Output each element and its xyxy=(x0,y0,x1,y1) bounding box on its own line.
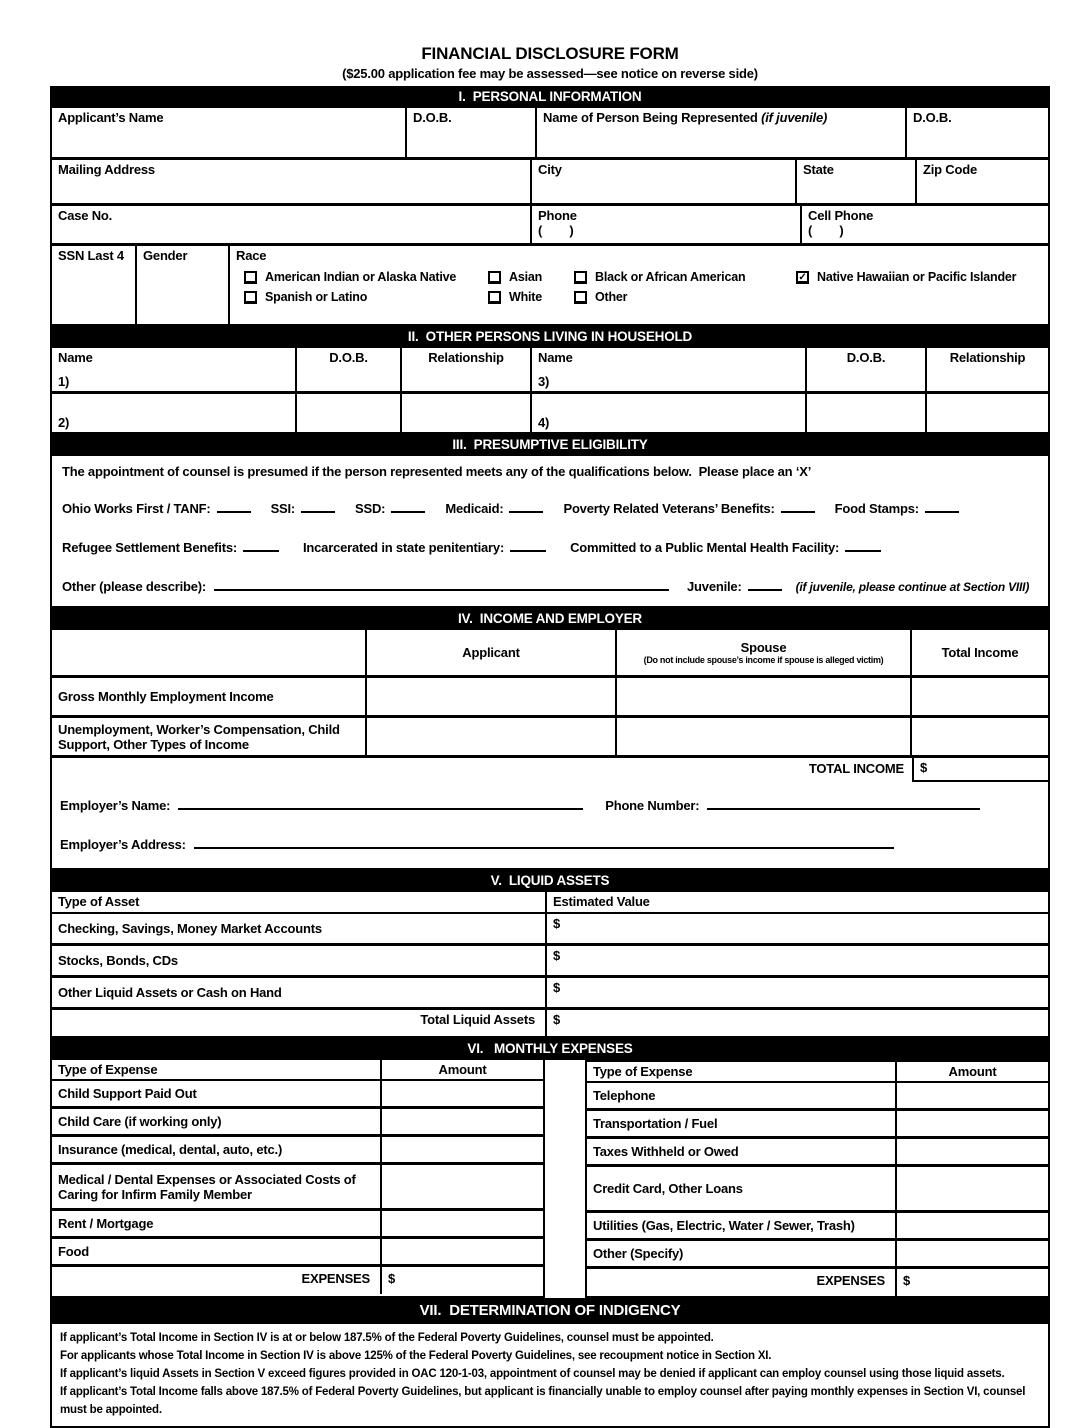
household-rel-2-cell[interactable] xyxy=(402,394,532,432)
applicant-column-label: Applicant xyxy=(462,645,520,660)
expense-utilities-label-cell xyxy=(587,1213,897,1238)
expense-label: Utilities (Gas, Electric, Water / Sewer, Trash) xyxy=(593,1218,855,1233)
household-dob-1-cell[interactable] xyxy=(297,348,402,391)
gross-income-applicant-cell[interactable] xyxy=(367,678,617,715)
race-checkbox-other[interactable] xyxy=(574,291,587,304)
asset-value-header-cell xyxy=(547,892,1048,912)
total-income-row xyxy=(52,758,1048,782)
expenses-left-table xyxy=(50,1060,545,1298)
gender-label: Gender xyxy=(143,248,188,263)
expense-label: Food xyxy=(58,1244,89,1259)
ssn-last4-label: SSN Last 4 xyxy=(58,248,124,263)
expense-row xyxy=(587,1241,1048,1269)
expense-utilities-amount-cell[interactable] xyxy=(897,1213,1048,1238)
expenses-tables xyxy=(50,1060,1050,1298)
juvenile-label: Juvenile: xyxy=(687,579,742,594)
dollar-sign: $ xyxy=(553,1012,561,1027)
indigency-line-2: For applicants whose Total Income in Section IV is above 125% of the Federal Poverty Guidelines, see recoupment notice in Section XI. xyxy=(60,1350,772,1362)
applicant-name-cell[interactable] xyxy=(52,108,407,157)
medicaid-label: Medicaid: xyxy=(445,501,504,516)
dollar-sign: $ xyxy=(553,980,561,995)
income-blank-header-cell xyxy=(52,630,367,675)
ssn-last4-cell[interactable] xyxy=(52,246,137,324)
race-checkbox-american-indian[interactable] xyxy=(244,271,257,284)
household-name-header: Name xyxy=(58,350,93,365)
expense-credit-card-amount-cell[interactable] xyxy=(897,1167,1048,1210)
asset-stocks-label: Stocks, Bonds, CDs xyxy=(58,953,178,968)
expense-label: Rent / Mortgage xyxy=(58,1216,154,1231)
mailing-address-cell[interactable] xyxy=(52,160,532,203)
other-income-label: Unemployment, Worker’s Compensation, Child Support, Other Types of Income xyxy=(58,721,340,752)
expense-label: Taxes Withheld or Owed xyxy=(593,1144,739,1159)
section-4-header: IV. INCOME AND EMPLOYER xyxy=(50,608,1050,630)
ssd-label: SSD: xyxy=(355,501,386,516)
expenses-total-value-cell[interactable] xyxy=(897,1269,1048,1296)
total-liquid-assets-value-cell[interactable] xyxy=(547,1010,1048,1036)
expense-food-label-cell xyxy=(52,1239,382,1264)
expense-food-amount-cell[interactable] xyxy=(382,1239,543,1264)
expense-transportation-amount-cell[interactable] xyxy=(897,1111,1048,1136)
other-income-total-cell[interactable] xyxy=(912,718,1048,755)
incarcerated-label: Incarcerated in state penitentiary: xyxy=(303,540,505,555)
expense-label: Child Care (if working only) xyxy=(58,1114,222,1129)
expense-type-header: Type of Expense xyxy=(593,1064,693,1079)
asset-other-label: Other Liquid Assets or Cash on Hand xyxy=(58,985,282,1000)
race-option-label: White xyxy=(509,290,543,304)
city-label: City xyxy=(538,162,562,177)
expense-amount-header: Amount xyxy=(438,1062,487,1077)
expense-row xyxy=(52,1081,543,1109)
ssi-blank[interactable] xyxy=(301,499,335,513)
total-liquid-assets-label: Total Liquid Assets xyxy=(420,1012,535,1027)
cell-phone-cell[interactable] xyxy=(802,206,1048,243)
expenses-right-header xyxy=(587,1062,1048,1083)
expense-row xyxy=(587,1213,1048,1241)
expenses-total-value-cell[interactable] xyxy=(382,1267,543,1294)
race-option-other[interactable] xyxy=(574,290,627,304)
asset-other-label-cell xyxy=(52,978,547,1007)
mental-health-blank[interactable] xyxy=(845,538,881,552)
expense-insurance-label-cell xyxy=(52,1137,382,1162)
zip-cell[interactable] xyxy=(917,160,1048,203)
form-title: FINANCIAL DISCLOSURE FORM xyxy=(421,44,679,63)
expense-label: Child Support Paid Out xyxy=(58,1086,197,1101)
employer-address-blank[interactable] xyxy=(194,835,894,849)
expense-row xyxy=(52,1239,543,1267)
income-header-row xyxy=(52,630,1048,678)
race-option-american-indian[interactable] xyxy=(244,270,456,284)
expense-taxes-label-cell xyxy=(587,1139,897,1164)
other-income-spouse-cell[interactable] xyxy=(617,718,912,755)
phone-cell[interactable] xyxy=(532,206,802,243)
expense-row xyxy=(587,1083,1048,1111)
total-liquid-assets-label-cell xyxy=(52,1010,547,1036)
expense-other-label-cell xyxy=(587,1241,897,1266)
other-income-applicant-cell[interactable] xyxy=(367,718,617,755)
race-label: Race xyxy=(236,248,267,263)
race-option-label: Spanish or Latino xyxy=(265,290,368,304)
expense-row xyxy=(587,1139,1048,1167)
expenses-total-label: EXPENSES xyxy=(301,1271,370,1286)
state-label: State xyxy=(803,162,834,177)
employer-name-label: Employer’s Name: xyxy=(60,798,171,813)
income-total-header-cell xyxy=(912,630,1048,675)
mailing-address-label: Mailing Address xyxy=(58,162,155,177)
zip-label: Zip Code xyxy=(923,162,978,177)
asset-row-checking xyxy=(52,914,1048,946)
expenses-total-label: EXPENSES xyxy=(816,1273,885,1288)
phone-label: Phone xyxy=(538,208,577,223)
expense-insurance-amount-cell[interactable] xyxy=(382,1137,543,1162)
income-spouse-header-cell xyxy=(617,630,912,675)
gross-income-label-cell xyxy=(52,678,367,715)
expense-amount-header-cell xyxy=(382,1060,543,1079)
asset-row-stocks xyxy=(52,946,1048,978)
personal-row-1 xyxy=(52,108,1048,160)
expenses-total-label-cell xyxy=(587,1269,897,1296)
represented-dob-cell[interactable] xyxy=(907,108,1048,157)
expense-telephone-amount-cell[interactable] xyxy=(897,1083,1048,1108)
expense-type-header-cell xyxy=(52,1060,382,1079)
veterans-benefits-blank[interactable] xyxy=(781,499,815,513)
spouse-column-note: (Do not include spouse’s income if spouse is alleged victim) xyxy=(643,655,884,665)
household-relationship-header: Relationship xyxy=(428,350,504,365)
expenses-total-row xyxy=(587,1269,1048,1296)
household-dob-2-cell[interactable] xyxy=(297,394,402,432)
household-row-1 xyxy=(52,348,1048,394)
income-applicant-header-cell xyxy=(367,630,617,675)
expense-transportation-label-cell xyxy=(587,1111,897,1136)
total-income-column-label: Total Income xyxy=(941,645,1019,660)
race-option-label: Other xyxy=(595,290,628,304)
section-3-box xyxy=(50,456,1050,608)
asset-total-row xyxy=(52,1010,1048,1036)
expense-label: Medical / Dental Expenses or Associated Costs of Caring for Infirm Family Member xyxy=(58,1171,356,1202)
total-income-value-cell[interactable]: $ xyxy=(912,758,1048,782)
employer-name-blank[interactable] xyxy=(178,796,583,810)
cell-phone-label: Cell Phone xyxy=(808,208,874,223)
household-dob-header: D.O.B. xyxy=(846,350,886,365)
applicant-name-label: Applicant’s Name xyxy=(58,110,164,125)
indigency-line-4: If applicant’s Total Income falls above 187.5% of Federal Poverty Guidelines, but applicant is financially unable to employ counsel after paying monthly expenses in Section VI, counsel must be appointed. xyxy=(60,1386,1026,1416)
section-5-box xyxy=(50,892,1050,1038)
expense-type-header-cell xyxy=(587,1062,897,1081)
household-rel-4-cell[interactable] xyxy=(927,394,1048,432)
section-7-header: VII. DETERMINATION OF INDIGENCY xyxy=(50,1298,1050,1324)
juvenile-blank[interactable] xyxy=(748,577,782,591)
cell-phone-parens: ( ) xyxy=(808,223,844,238)
ssi-label: SSI: xyxy=(270,501,296,516)
tanf-label: Ohio Works First / TANF: xyxy=(62,501,211,516)
employer-address-line xyxy=(52,835,1048,852)
household-row-2 xyxy=(52,394,1048,432)
expense-row xyxy=(587,1111,1048,1139)
race-cell xyxy=(230,246,1048,324)
expense-label: Other (Specify) xyxy=(593,1246,684,1261)
dollar-sign: $ xyxy=(553,916,561,931)
race-option-black[interactable] xyxy=(574,270,745,284)
household-number-2: 2) xyxy=(58,415,70,430)
expense-telephone-label-cell xyxy=(587,1083,897,1108)
ssd-blank[interactable] xyxy=(391,499,425,513)
refugee-label: Refugee Settlement Benefits: xyxy=(62,540,237,555)
city-cell[interactable] xyxy=(532,160,797,203)
form-subtitle: ($25.00 application fee may be assessed—see notice on reverse side) xyxy=(342,66,758,81)
represented-dob-label: D.O.B. xyxy=(913,110,952,125)
expenses-total-row xyxy=(52,1267,543,1294)
expense-row xyxy=(587,1167,1048,1213)
other-describe-label: Other (please describe): xyxy=(62,579,207,594)
indigency-line-1: If applicant’s Total Income in Section IV is at or below 187.5% of the Federal Poverty Guidelines, counsel must be appointed. xyxy=(60,1332,714,1344)
phone-parens: ( ) xyxy=(538,223,574,238)
expenses-right-table xyxy=(585,1060,1050,1298)
dollar-sign: $ xyxy=(388,1271,396,1286)
personal-row-3 xyxy=(52,206,1048,246)
gross-income-spouse-cell[interactable] xyxy=(617,678,912,715)
asset-row-other xyxy=(52,978,1048,1010)
expense-child-support-label-cell xyxy=(52,1081,382,1106)
section-7-box xyxy=(50,1324,1050,1428)
household-number-4: 4) xyxy=(538,415,550,430)
race-checkbox-asian[interactable] xyxy=(488,271,501,284)
asset-type-header-cell xyxy=(52,892,547,912)
eligibility-line-3 xyxy=(62,577,1038,594)
household-name-3-cell[interactable] xyxy=(532,348,807,391)
asset-stocks-value-cell[interactable] xyxy=(547,946,1048,975)
expense-rent-label-cell xyxy=(52,1211,382,1236)
race-option-native-hawaiian[interactable] xyxy=(796,270,1016,284)
expense-amount-header-cell xyxy=(897,1062,1048,1081)
financial-disclosure-form xyxy=(50,0,1050,1428)
other-describe-blank[interactable] xyxy=(214,577,669,591)
eligibility-line-2 xyxy=(62,538,1038,555)
eligibility-line-1 xyxy=(62,499,1038,516)
mental-health-label: Committed to a Public Mental Health Facility: xyxy=(570,540,840,555)
gender-cell[interactable] xyxy=(137,246,230,324)
race-option-asian[interactable] xyxy=(488,270,542,284)
race-checkbox-spanish-latino[interactable] xyxy=(244,291,257,304)
personal-row-2 xyxy=(52,160,1048,206)
asset-type-header: Type of Asset xyxy=(58,894,140,909)
represented-name-cell[interactable] xyxy=(537,108,907,157)
eligibility-intro: The appointment of counsel is presumed if the person represented meets any of the qualifications below. Please place an ‘X’ xyxy=(62,464,812,479)
dollar-sign: $ xyxy=(553,948,561,963)
race-option-label: American Indian or Alaska Native xyxy=(265,270,457,284)
race-option-label: Black or African American xyxy=(595,270,746,284)
household-name-2-cell[interactable] xyxy=(52,394,297,432)
race-checkbox-native-hawaiian[interactable]: ✓ xyxy=(796,271,809,284)
case-no-cell[interactable] xyxy=(52,206,532,243)
section-2-header: II. OTHER PERSONS LIVING IN HOUSEHOLD xyxy=(50,326,1050,348)
asset-checking-value-cell[interactable] xyxy=(547,914,1048,943)
phone-number-label: Phone Number: xyxy=(605,798,700,813)
expense-row xyxy=(52,1137,543,1165)
asset-stocks-label-cell xyxy=(52,946,547,975)
household-number-3: 3) xyxy=(538,374,550,389)
household-relationship-header: Relationship xyxy=(949,350,1026,365)
represented-name-note: (if juvenile) xyxy=(761,110,828,125)
food-stamps-blank[interactable] xyxy=(925,499,959,513)
household-name-header: Name xyxy=(538,350,573,365)
expense-label: Transportation / Fuel xyxy=(593,1116,718,1131)
household-name-4-cell[interactable] xyxy=(532,394,807,432)
dollar-sign: $ xyxy=(903,1273,911,1288)
race-checkbox-white[interactable] xyxy=(488,291,501,304)
expense-row xyxy=(52,1165,543,1211)
section-4-box xyxy=(50,630,1050,870)
state-cell[interactable] xyxy=(797,160,917,203)
gross-income-label: Gross Monthly Employment Income xyxy=(58,689,274,704)
employer-name-line xyxy=(52,796,1048,813)
expense-child-care-amount-cell[interactable] xyxy=(382,1109,543,1134)
expense-row xyxy=(52,1109,543,1137)
expense-row xyxy=(52,1211,543,1239)
employer-address-label: Employer’s Address: xyxy=(60,837,186,852)
section-5-header: V. LIQUID ASSETS xyxy=(50,870,1050,892)
race-option-label: Asian xyxy=(509,270,543,284)
expense-child-care-label-cell xyxy=(52,1109,382,1134)
expense-label: Telephone xyxy=(593,1088,656,1103)
asset-other-value-cell[interactable] xyxy=(547,978,1048,1007)
incarcerated-blank[interactable] xyxy=(510,538,546,552)
total-income-label: TOTAL INCOME xyxy=(808,761,904,776)
case-no-label: Case No. xyxy=(58,208,113,223)
household-number-1: 1) xyxy=(58,374,70,389)
gross-income-row xyxy=(52,678,1048,718)
gross-income-total-cell[interactable] xyxy=(912,678,1048,715)
household-rel-3-cell[interactable] xyxy=(927,348,1048,391)
veterans-benefits-label: Poverty Related Veterans’ Benefits: xyxy=(563,501,775,516)
tanf-blank[interactable] xyxy=(217,499,251,513)
applicant-dob-label: D.O.B. xyxy=(413,110,452,125)
household-dob-3-cell[interactable] xyxy=(807,348,927,391)
expense-credit-card-label-cell xyxy=(587,1167,897,1210)
applicant-dob-cell[interactable] xyxy=(407,108,537,157)
personal-row-4 xyxy=(52,246,1048,324)
household-name-1-cell[interactable] xyxy=(52,348,297,391)
section-2-box xyxy=(50,348,1050,434)
expense-taxes-amount-cell[interactable] xyxy=(897,1139,1048,1164)
expenses-total-label-cell xyxy=(52,1267,382,1294)
employer-block xyxy=(52,782,1048,868)
race-option-white[interactable] xyxy=(488,290,542,304)
section-1-header: I. PERSONAL INFORMATION xyxy=(50,86,1050,108)
race-checkbox-black[interactable] xyxy=(574,271,587,284)
expense-other-amount-cell[interactable] xyxy=(897,1241,1048,1266)
section-3-header: III. PRESUMPTIVE ELIGIBILITY xyxy=(50,434,1050,456)
food-stamps-label: Food Stamps: xyxy=(834,501,919,516)
section-6-header: VI. MONTHLY EXPENSES xyxy=(50,1038,1050,1060)
race-option-label: Native Hawaiian or Pacific Islander xyxy=(817,270,1017,284)
other-income-label-cell xyxy=(52,718,367,755)
asset-checking-label: Checking, Savings, Money Market Accounts xyxy=(58,921,322,936)
expense-rent-amount-cell[interactable] xyxy=(382,1211,543,1236)
expenses-left-header xyxy=(52,1060,543,1081)
household-rel-1-cell[interactable] xyxy=(402,348,532,391)
phone-number-blank[interactable] xyxy=(707,796,980,810)
household-dob-header: D.O.B. xyxy=(329,350,368,365)
indigency-line-3: If applicant’s liquid Assets in Section V exceed figures provided in OAC 120-1-03, appointment of counsel may be denied if applicant can employ counsel using those liquid assets. xyxy=(60,1368,1005,1380)
medicaid-blank[interactable] xyxy=(509,499,543,513)
household-dob-4-cell[interactable] xyxy=(807,394,927,432)
expense-label: Credit Card, Other Loans xyxy=(593,1181,743,1196)
asset-checking-label-cell xyxy=(52,914,547,943)
race-option-spanish-latino[interactable] xyxy=(244,290,367,304)
asset-value-header: Estimated Value xyxy=(553,894,650,909)
juvenile-note: (if juvenile, please continue at Section VIII) xyxy=(795,580,1030,594)
other-income-row xyxy=(52,718,1048,758)
expense-label: Insurance (medical, dental, auto, etc.) xyxy=(58,1142,283,1157)
spouse-column-label: Spouse xyxy=(740,640,787,655)
expense-medical-amount-cell[interactable] xyxy=(382,1165,543,1208)
represented-name-label: Name of Person Being Represented xyxy=(543,110,758,125)
section-1-box xyxy=(50,108,1050,326)
expense-child-support-amount-cell[interactable] xyxy=(382,1081,543,1106)
assets-header-row xyxy=(52,892,1048,914)
expense-medical-label-cell xyxy=(52,1165,382,1208)
expense-type-header: Type of Expense xyxy=(58,1062,158,1077)
refugee-blank[interactable] xyxy=(243,538,279,552)
expense-amount-header: Amount xyxy=(948,1064,997,1079)
